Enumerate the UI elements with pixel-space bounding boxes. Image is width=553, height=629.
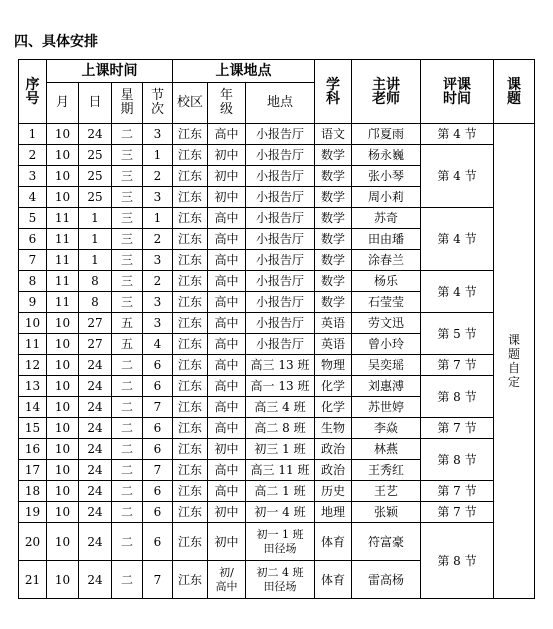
header-location: 地点 [246,83,315,124]
cell-subject: 数学 [315,250,352,271]
cell-seq: 4 [19,187,47,208]
cell-weekday: 二 [112,523,143,561]
cell-seq: 1 [19,124,47,145]
cell-eval-time: 第 4 节 [421,208,494,271]
cell-campus: 江东 [173,292,208,313]
table-row [19,271,535,292]
cell-subject: 物理 [315,355,352,376]
cell-location: 高一 13 班 [246,376,315,397]
cell-month: 10 [47,124,79,145]
cell-campus: 江东 [173,145,208,166]
cell-seq: 7 [19,250,47,271]
cell-subject: 数学 [315,271,352,292]
cell-weekday: 二 [112,418,143,439]
cell-day: 1 [79,250,112,271]
cell-location: 高三 11 班 [246,460,315,481]
cell-campus: 江东 [173,523,208,561]
cell-period: 2 [143,229,173,250]
cell-subject: 数学 [315,166,352,187]
cell-campus: 江东 [173,313,208,334]
cell-teacher: 雷高杨 [352,561,421,599]
cell-seq: 3 [19,166,47,187]
cell-location: 初一 4 班 [246,502,315,523]
cell-campus: 江东 [173,187,208,208]
cell-location: 小报告厅 [246,271,315,292]
schedule-body [19,124,535,599]
cell-period: 3 [143,313,173,334]
cell-subject: 语文 [315,124,352,145]
cell-month: 10 [47,502,79,523]
cell-eval-time: 第 7 节 [421,502,494,523]
cell-day: 25 [79,166,112,187]
cell-teacher: 田由璠 [352,229,421,250]
cell-period: 1 [143,145,173,166]
cell-eval-time: 第 4 节 [421,124,494,145]
cell-day: 1 [79,208,112,229]
cell-grade: 高中 [208,376,246,397]
cell-subject: 体育 [315,561,352,599]
cell-day: 24 [79,418,112,439]
table-row [19,376,535,397]
cell-seq: 19 [19,502,47,523]
cell-teacher: 杨永巍 [352,145,421,166]
cell-weekday: 三 [112,145,143,166]
cell-grade: 高中 [208,313,246,334]
cell-day: 24 [79,355,112,376]
cell-seq: 15 [19,418,47,439]
cell-day: 27 [79,313,112,334]
cell-grade: 高中 [208,292,246,313]
cell-month: 10 [47,481,79,502]
cell-seq: 5 [19,208,47,229]
cell-grade: 高中 [208,397,246,418]
table-row [19,523,535,561]
cell-location: 初二 4 班 田径场 [246,561,315,599]
cell-grade: 高中 [208,250,246,271]
cell-seq: 14 [19,397,47,418]
header-grade: 年 级 [208,83,246,124]
cell-grade: 高中 [208,334,246,355]
cell-month: 10 [47,145,79,166]
cell-campus: 江东 [173,418,208,439]
cell-teacher: 符富豪 [352,523,421,561]
cell-period: 6 [143,355,173,376]
cell-period: 3 [143,250,173,271]
cell-location: 初三 1 班 [246,439,315,460]
cell-weekday: 三 [112,166,143,187]
cell-teacher: 杨乐 [352,271,421,292]
cell-eval-time: 第 5 节 [421,313,494,355]
cell-period: 3 [143,187,173,208]
cell-teacher: 劳文迅 [352,313,421,334]
cell-teacher: 曾小玲 [352,334,421,355]
cell-weekday: 二 [112,124,143,145]
table-row [19,355,535,376]
header-eval-time: 评课 时间 [421,60,494,124]
cell-subject: 英语 [315,334,352,355]
cell-month: 10 [47,313,79,334]
cell-location: 小报告厅 [246,208,315,229]
cell-month: 10 [47,376,79,397]
table-row [19,124,535,145]
cell-teacher: 邝夏雨 [352,124,421,145]
cell-seq: 10 [19,313,47,334]
cell-period: 6 [143,418,173,439]
cell-teacher: 石莹莹 [352,292,421,313]
cell-period: 6 [143,523,173,561]
header-teacher: 主讲 老师 [352,60,421,124]
cell-subject: 英语 [315,313,352,334]
cell-day: 24 [79,502,112,523]
header-topic: 课 题 [494,60,535,124]
cell-campus: 江东 [173,229,208,250]
cell-month: 10 [47,561,79,599]
cell-period: 6 [143,376,173,397]
cell-weekday: 三 [112,292,143,313]
cell-period: 7 [143,561,173,599]
cell-teacher: 张颖 [352,502,421,523]
cell-day: 24 [79,376,112,397]
cell-location: 小报告厅 [246,334,315,355]
cell-subject: 政治 [315,460,352,481]
cell-weekday: 三 [112,229,143,250]
cell-weekday: 三 [112,187,143,208]
cell-teacher: 吴奕瑶 [352,355,421,376]
cell-day: 24 [79,397,112,418]
cell-location: 小报告厅 [246,124,315,145]
cell-campus: 江东 [173,502,208,523]
section-heading: 四、具体安排 [14,34,98,50]
table-row [19,439,535,460]
cell-teacher: 林燕 [352,439,421,460]
cell-campus: 江东 [173,439,208,460]
cell-eval-time: 第 7 节 [421,355,494,376]
cell-weekday: 三 [112,271,143,292]
cell-teacher: 苏世婷 [352,397,421,418]
cell-day: 24 [79,561,112,599]
cell-period: 3 [143,124,173,145]
header-time-group: 上课时间 [47,60,173,83]
cell-seq: 11 [19,334,47,355]
cell-day: 27 [79,334,112,355]
cell-campus: 江东 [173,334,208,355]
cell-month: 10 [47,355,79,376]
cell-month: 10 [47,187,79,208]
cell-seq: 18 [19,481,47,502]
cell-weekday: 二 [112,397,143,418]
cell-month: 10 [47,523,79,561]
header-day: 日 [79,83,112,124]
cell-campus: 江东 [173,124,208,145]
cell-campus: 江东 [173,166,208,187]
cell-teacher: 王艺 [352,481,421,502]
header-subject: 学 科 [315,60,352,124]
cell-teacher: 周小莉 [352,187,421,208]
cell-location: 小报告厅 [246,250,315,271]
cell-month: 10 [47,166,79,187]
cell-eval-time: 第 8 节 [421,376,494,418]
cell-month: 11 [47,250,79,271]
cell-eval-time: 第 4 节 [421,271,494,313]
cell-location: 高三 4 班 [246,397,315,418]
cell-seq: 9 [19,292,47,313]
cell-teacher: 刘惠溥 [352,376,421,397]
header-month: 月 [47,83,79,124]
header-place-group: 上课地点 [173,60,315,83]
cell-weekday: 二 [112,502,143,523]
cell-campus: 江东 [173,208,208,229]
cell-day: 24 [79,124,112,145]
cell-month: 10 [47,439,79,460]
cell-grade: 初中 [208,187,246,208]
cell-subject: 生物 [315,418,352,439]
cell-grade: 高中 [208,271,246,292]
cell-location: 高二 1 班 [246,481,315,502]
cell-teacher: 李焱 [352,418,421,439]
cell-subject: 数学 [315,292,352,313]
cell-month: 10 [47,460,79,481]
cell-period: 6 [143,502,173,523]
table-row [19,145,535,166]
cell-grade: 初中 [208,145,246,166]
table-row [19,481,535,502]
cell-eval-time: 第 8 节 [421,439,494,481]
cell-campus: 江东 [173,481,208,502]
cell-subject: 体育 [315,523,352,561]
cell-grade: 高中 [208,229,246,250]
cell-seq: 13 [19,376,47,397]
cell-grade: 高中 [208,481,246,502]
table-row [19,208,535,229]
cell-day: 24 [79,460,112,481]
cell-campus: 江东 [173,397,208,418]
cell-period: 2 [143,271,173,292]
cell-grade: 高中 [208,355,246,376]
cell-location: 初一 1 班 田径场 [246,523,315,561]
cell-location: 小报告厅 [246,166,315,187]
header-seq: 序 号 [19,60,47,124]
cell-month: 10 [47,418,79,439]
cell-campus: 江东 [173,376,208,397]
cell-teacher: 涂春兰 [352,250,421,271]
cell-seq: 16 [19,439,47,460]
cell-period: 2 [143,166,173,187]
cell-month: 10 [47,334,79,355]
header-campus: 校区 [173,83,208,124]
cell-grade: 初中 [208,439,246,460]
cell-month: 10 [47,397,79,418]
cell-grade: 初中 [208,166,246,187]
cell-period: 7 [143,460,173,481]
cell-day: 8 [79,271,112,292]
cell-weekday: 二 [112,355,143,376]
cell-day: 25 [79,145,112,166]
cell-month: 11 [47,229,79,250]
cell-campus: 江东 [173,355,208,376]
cell-location: 小报告厅 [246,229,315,250]
cell-seq: 17 [19,460,47,481]
cell-subject: 化学 [315,397,352,418]
cell-location: 小报告厅 [246,187,315,208]
cell-subject: 数学 [315,145,352,166]
cell-teacher: 苏奇 [352,208,421,229]
cell-weekday: 三 [112,250,143,271]
cell-seq: 6 [19,229,47,250]
cell-eval-time: 第 4 节 [421,145,494,208]
cell-period: 1 [143,208,173,229]
table-row [19,502,535,523]
cell-day: 24 [79,439,112,460]
cell-topic: 课 题 自 定 [494,124,535,599]
schedule-table [18,59,535,599]
cell-month: 11 [47,292,79,313]
cell-eval-time: 第 8 节 [421,523,494,599]
cell-weekday: 二 [112,439,143,460]
cell-seq: 12 [19,355,47,376]
cell-period: 4 [143,334,173,355]
cell-period: 6 [143,439,173,460]
cell-seq: 21 [19,561,47,599]
cell-campus: 江东 [173,271,208,292]
cell-subject: 化学 [315,376,352,397]
cell-period: 6 [143,481,173,502]
cell-grade: 高中 [208,208,246,229]
cell-subject: 历史 [315,481,352,502]
cell-grade: 初/ 高中 [208,561,246,599]
cell-grade: 高中 [208,124,246,145]
cell-grade: 初中 [208,502,246,523]
cell-seq: 2 [19,145,47,166]
cell-weekday: 二 [112,561,143,599]
cell-grade: 高中 [208,418,246,439]
cell-subject: 数学 [315,229,352,250]
cell-weekday: 二 [112,376,143,397]
cell-subject: 数学 [315,208,352,229]
cell-subject: 数学 [315,187,352,208]
cell-day: 1 [79,229,112,250]
cell-location: 高三 13 班 [246,355,315,376]
cell-location: 小报告厅 [246,292,315,313]
cell-month: 11 [47,271,79,292]
cell-grade: 高中 [208,460,246,481]
cell-eval-time: 第 7 节 [421,481,494,502]
cell-weekday: 五 [112,334,143,355]
cell-location: 高二 8 班 [246,418,315,439]
header-period: 节 次 [143,83,173,124]
cell-period: 3 [143,292,173,313]
cell-teacher: 王秀红 [352,460,421,481]
cell-location: 小报告厅 [246,313,315,334]
cell-campus: 江东 [173,561,208,599]
cell-subject: 地理 [315,502,352,523]
cell-subject: 政治 [315,439,352,460]
cell-seq: 8 [19,271,47,292]
table-row [19,313,535,334]
cell-grade: 初中 [208,523,246,561]
cell-day: 8 [79,292,112,313]
cell-weekday: 五 [112,313,143,334]
cell-day: 24 [79,481,112,502]
cell-month: 11 [47,208,79,229]
cell-campus: 江东 [173,250,208,271]
cell-teacher: 张小琴 [352,166,421,187]
cell-weekday: 二 [112,481,143,502]
cell-day: 25 [79,187,112,208]
cell-campus: 江东 [173,460,208,481]
header-weekday: 星 期 [112,83,143,124]
cell-eval-time: 第 7 节 [421,418,494,439]
cell-seq: 20 [19,523,47,561]
table-row [19,418,535,439]
cell-period: 7 [143,397,173,418]
cell-location: 小报告厅 [246,145,315,166]
cell-day: 24 [79,523,112,561]
cell-weekday: 三 [112,208,143,229]
cell-weekday: 二 [112,460,143,481]
